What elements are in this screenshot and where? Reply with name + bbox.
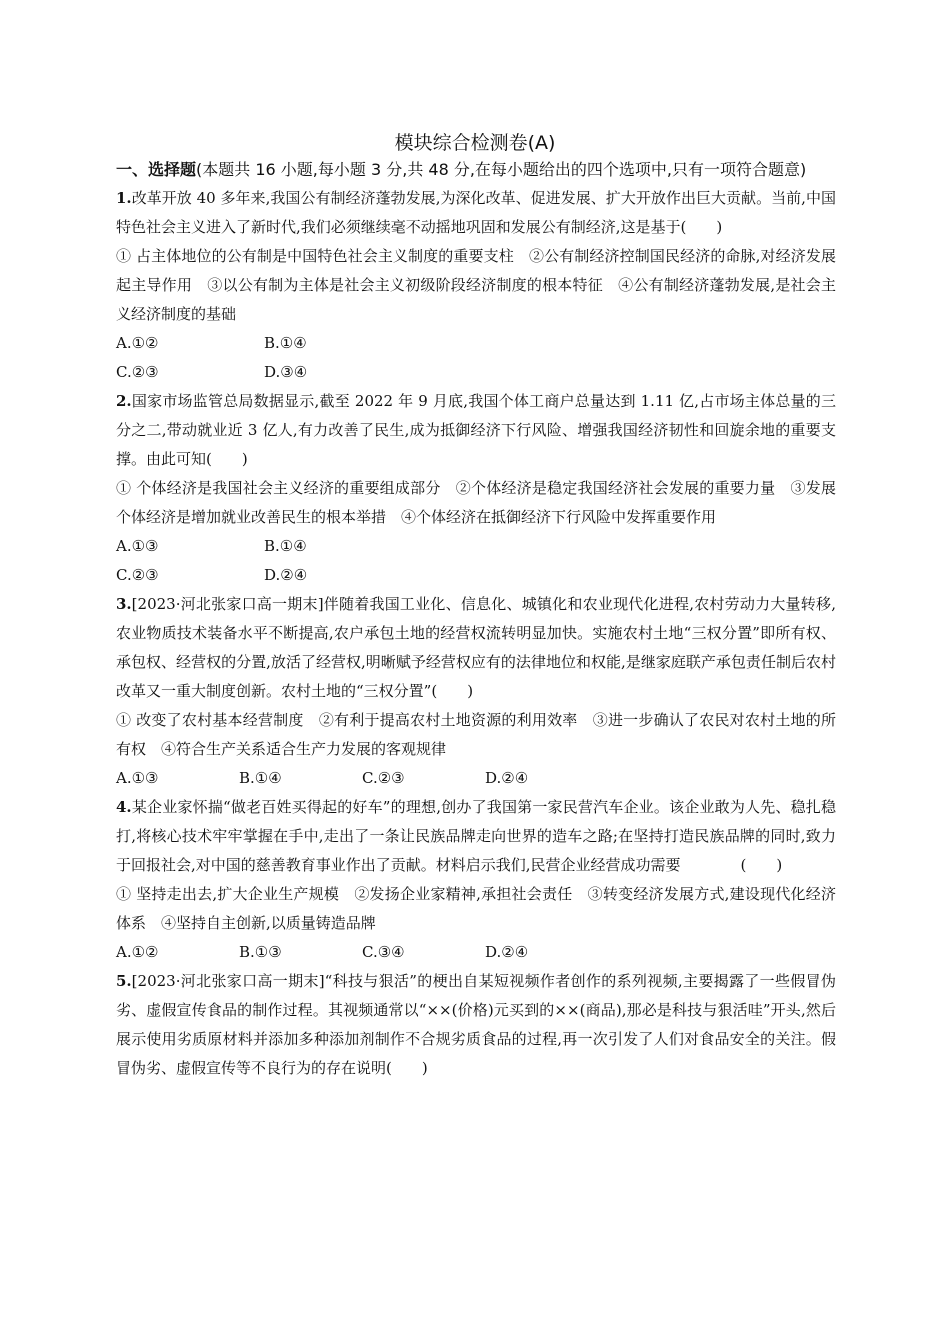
section-heading [116, 156, 836, 184]
question-number: 2. [116, 392, 132, 410]
question-4 [116, 793, 836, 967]
option-c[interactable]: C.②③ [362, 769, 405, 787]
option-c[interactable]: C.③④ [362, 943, 405, 961]
question-number: 3. [116, 595, 132, 613]
option-d[interactable]: D.③④ [264, 363, 308, 381]
question-statements: ① 坚持走出去,扩大企业生产规模 ②发扬企业家精神,承担社会责任 ③转变经济发展方式,建设现代化经济体系 ④坚持自主创新,以质量铸造品牌 [116, 885, 836, 932]
section-label: 一、选择题 [116, 160, 197, 179]
option-b[interactable]: B.①④ [264, 334, 307, 352]
option-c[interactable]: C.②③ [116, 566, 159, 584]
question-stem [116, 967, 836, 1083]
question-number: 4. [116, 798, 132, 816]
answer-options [116, 764, 836, 793]
option-a[interactable]: A.①② [116, 943, 159, 961]
question-stem [116, 184, 836, 242]
option-c[interactable]: C.②③ [116, 363, 159, 381]
question-number: 5. [116, 972, 132, 990]
option-d[interactable]: D.②④ [485, 769, 529, 787]
exam-content [116, 156, 836, 1083]
option-d[interactable]: D.②④ [485, 943, 529, 961]
question-statements: ① 改变了农村基本经营制度 ②有利于提高农村土地资源的利用效率 ③进一步确认了农民对农村土地的所有权 ④符合生产关系适合生产力发展的客观规律 [116, 711, 836, 758]
question-text: [2023·河北张家口高一期末]伴随着我国工业化、信息化、城镇化和农业现代化进程,农村劳动力大量转移,农业物质技术装备水平不断提高,农户承包土地的经营权流转明显加快。实施农村土地“三权分置”即所有权、承包权、经营权的分置,放活了经营权,明晰赋予经营权应有的法律地位和权能,是继家庭联产承包责任制后农村改革又一重大制度创新。农村土地的“三权分置”( ) [116, 595, 836, 700]
answer-options [116, 561, 836, 590]
question-5 [116, 967, 836, 1083]
question-1 [116, 184, 836, 387]
answer-options [116, 532, 836, 561]
option-a[interactable]: A.①② [116, 334, 159, 352]
option-b[interactable]: B.①③ [239, 943, 282, 961]
question-text: 改革开放 40 多年来,我国公有制经济蓬勃发展,为深化改革、促进发展、扩大开放作出巨大贡献。当前,中国特色社会主义进入了新时代,我们必须继续毫不动摇地巩固和发展公有制经济,这是基于( ) [116, 189, 836, 236]
answer-options [116, 358, 836, 387]
question-statements: ① 占主体地位的公有制是中国特色社会主义制度的重要支柱 ②公有制经济控制国民经济的命脉,对经济发展起主导作用 ③以公有制为主体是社会主义初级阶段经济制度的根本特征 ④公有制经济蓬勃发展,是社会主义经济制度的基础 [116, 247, 836, 323]
question-3 [116, 590, 836, 793]
question-statements: ① 个体经济是我国社会主义经济的重要组成部分 ②个体经济是稳定我国经济社会发展的重要力量 ③发展个体经济是增加就业改善民生的根本举措 ④个体经济在抵御经济下行风险中发挥重要作用 [116, 479, 836, 526]
section-description: (本题共 16 小题,每小题 3 分,共 48 分,在每小题给出的四个选项中,只有一项符合题意) [196, 160, 807, 179]
answer-options [116, 938, 836, 967]
option-b[interactable]: B.①④ [239, 769, 282, 787]
option-a[interactable]: A.①③ [116, 537, 159, 555]
option-d[interactable]: D.②④ [264, 566, 308, 584]
question-2 [116, 387, 836, 590]
question-stem [116, 387, 836, 474]
answer-options [116, 329, 836, 358]
question-number: 1. [116, 189, 132, 207]
option-a[interactable]: A.①③ [116, 769, 159, 787]
page-title: 模块综合检测卷(A) [394, 132, 556, 154]
question-stem [116, 793, 836, 880]
question-text: 国家市场监管总局数据显示,截至 2022 年 9 月底,我国个体工商户总量达到 1.11 亿,占市场主体总量的三分之二,带动就业近 3 亿人,有力改善了民生,成为抵御经济下行风险、增强我国经济韧性和回旋余地的重要支撑。由此可知( ) [116, 392, 836, 468]
option-b[interactable]: B.①④ [264, 537, 307, 555]
question-text: 某企业家怀揣“做老百姓买得起的好车”的理想,创办了我国第一家民营汽车企业。该企业敢为人先、稳扎稳打,将核心技术牢牢掌握在手中,走出了一条让民族品牌走向世界的造车之路;在坚持打造民族品牌的同时,致力于回报社会,对中国的慈善教育事业作出了贡献。材料启示我们,民营企业经营成功需要 ( ) [116, 798, 836, 874]
question-text: [2023·河北张家口高一期末]“科技与狠活”的梗出自某短视频作者创作的系列视频,主要揭露了一些假冒伪劣、虚假宣传食品的制作过程。其视频通常以“××(价格)元买到的××(商品),那必是科技与狠活哇”开头,然后展示使用劣质原材料并添加多种添加剂制作不合规劣质食品的过程,再一次引发了人们对食品安全的关注。假冒伪劣、虚假宣传等不良行为的存在说明( ) [116, 972, 836, 1077]
question-stem [116, 590, 836, 706]
